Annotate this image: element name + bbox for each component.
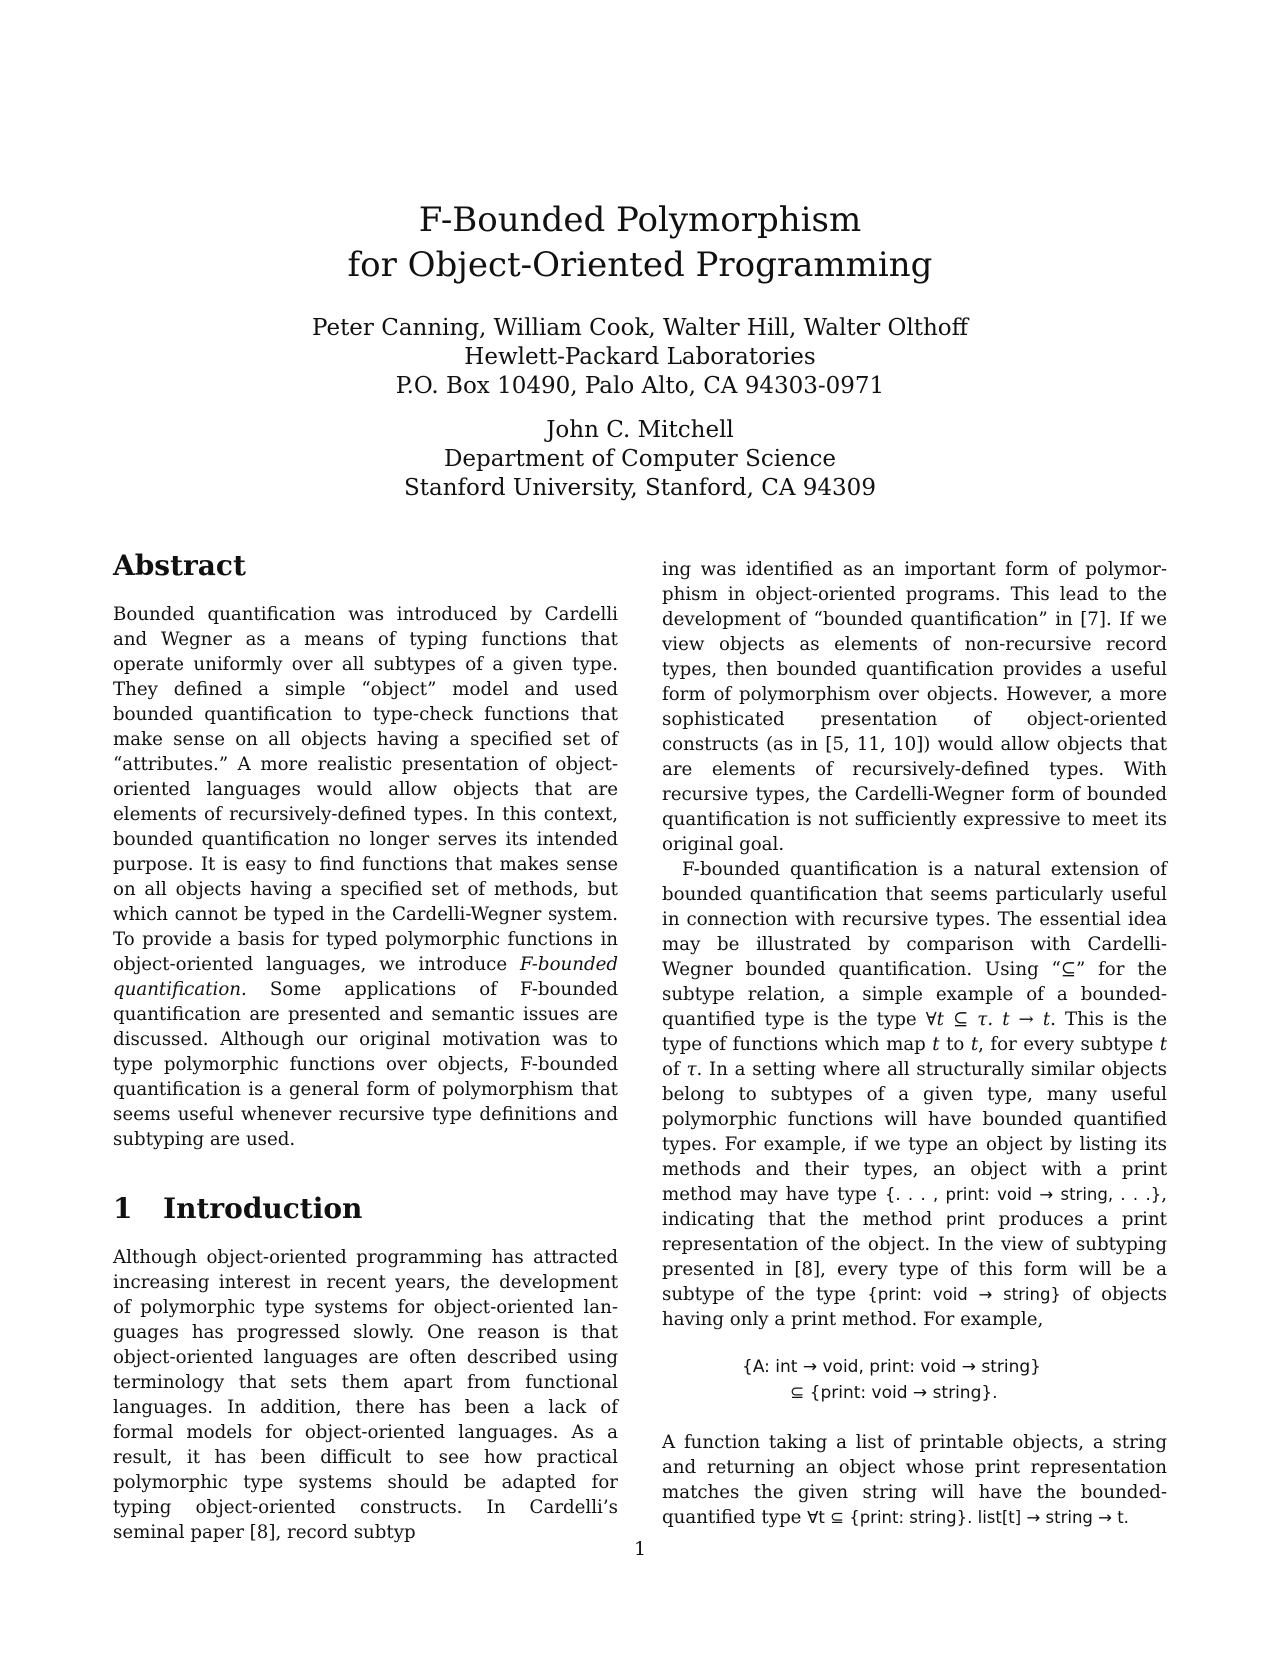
- display-formula-line-1: {A: int → void, print: void → string}: [742, 1357, 1041, 1377]
- right-column: [662, 557, 1167, 1530]
- author-address: Stanford University, Stanford, CA 94309: [404, 475, 876, 501]
- display-formula-line-2: ⊆ {print: void → string}.: [790, 1383, 998, 1403]
- paper-title: [0, 198, 1280, 288]
- introduction-heading: [113, 1192, 618, 1226]
- abstract-heading: Abstract: [113, 549, 246, 582]
- display-formula: [662, 1354, 1167, 1406]
- author-address: P.O. Box 10490, Palo Alto, CA 94303-0971: [395, 373, 885, 399]
- introduction-paragraph-part1: Although object-oriented programming has attracted increasing interest in recent years, the development of polymorphic type systems for object-oriented languages has progressed slowly. One reason is that object-oriented languages are often described using terminology that sets them apart from functional languages. In addition, there has been a lack of formal models for object-oriented languages. As a result, it has been difficult to see how practical polymorphic type systems should be adapted for typing object-oriented constructs. In Cardelli’s seminal paper [8], record subtyp: [113, 1247, 618, 1543]
- author-department: Department of Computer Science: [443, 446, 837, 472]
- author-names: Peter Canning, William Cook, Walter Hill, Walter Olthoff: [312, 315, 968, 341]
- introduction-paragraph-2: F-bounded quantification is a natural extension of bounded quantification that seems particularly useful in connection with recursive types. The essential idea may be illustrated by comparison with Cardelli-Wegner bounded quantification. Using “⊆” for the subtype relation, a simple example of a bounded-quantified type is the type ∀t ⊆ τ. t → t. This is the type of functions which map t to t, for every subtype t of τ. In a setting where all structurally similar objects belong to subtypes of a given type, many useful polymorphic functions will have bounded quantified types. For example, if we type an object by listing its methods and their types, an object with a print method may have type {. . . , print: void → string, . . .}, indicating that the method print produces a print representation of the object. In the view of subtyping presented in [8], every type of this form will be a subtype of the type {print: void → string} of objects having only a print method. For example,: [662, 859, 1168, 1330]
- left-column: [113, 545, 618, 1545]
- author-affiliation: Hewlett-Packard Laboratories: [464, 344, 816, 370]
- introduction-paragraph-3: A function taking a list of printable objects, a string and returning an object whose print representation matches the given string will have the bounded-quantified type ∀t ⊆ {print: string}. list[t] → string → t.: [662, 1432, 1167, 1528]
- page-number: 1: [633, 1538, 647, 1560]
- introduction-paragraph-part2: ing was identified as an important form of polymorphism in object-oriented programs. This lead to the development of “bounded quantification” in [7]. If we view objects as elements of non-recursive record types, then bounded quantification provides a useful form of polymorphism over objects. However, a more sophisticated presentation of object-oriented constructs (as in [5, 11, 10]) would allow objects that are elements of recursively-defined types. With recursive types, the Cardelli-Wegner form of bounded quantification is not sufficiently expressive to meet its original goal.: [662, 559, 1167, 855]
- author-block-hp: [0, 314, 1280, 401]
- title-line-2: for Object-Oriented Programming: [347, 245, 933, 285]
- section-title: Introduction: [163, 1192, 363, 1225]
- section-number: 1: [113, 1192, 133, 1225]
- author-block-stanford: [0, 416, 1280, 503]
- abstract-emphasis: F-bounded quantification.: [113, 954, 618, 1000]
- abstract-text: Bounded quantification was introduced by Cardelli and Wegner as a means of typing functions that operate uniformly over all subtypes of a given type. They defined a simple “object” model and used bounded quantification to type-check functions that make sense on all objects having a specified set of “attributes.” A more realistic presentation of object-oriented languages would allow objects that are elements of recursively-defined types. In this context, bounded quantification no longer serves its intended purpose. It is easy to find functions that makes sense on all objects having a specified set of methods, but which cannot be typed in the Cardelli-Wegner system. To provide a basis for typed polymorphic functions in object-oriented languages, we introduce F-bounded quantification. Some applications of F-bounded quantification are presented and semantic issues are discussed. Although our original motivation was to type polymorphic functions over objects, F-bounded quantification is a general form of polymorphism that seems useful whenever recursive type definitions and subtyping are used.: [113, 604, 618, 1150]
- title-line-1: F-Bounded Polymorphism: [418, 200, 862, 240]
- author-name: John C. Mitchell: [546, 417, 734, 443]
